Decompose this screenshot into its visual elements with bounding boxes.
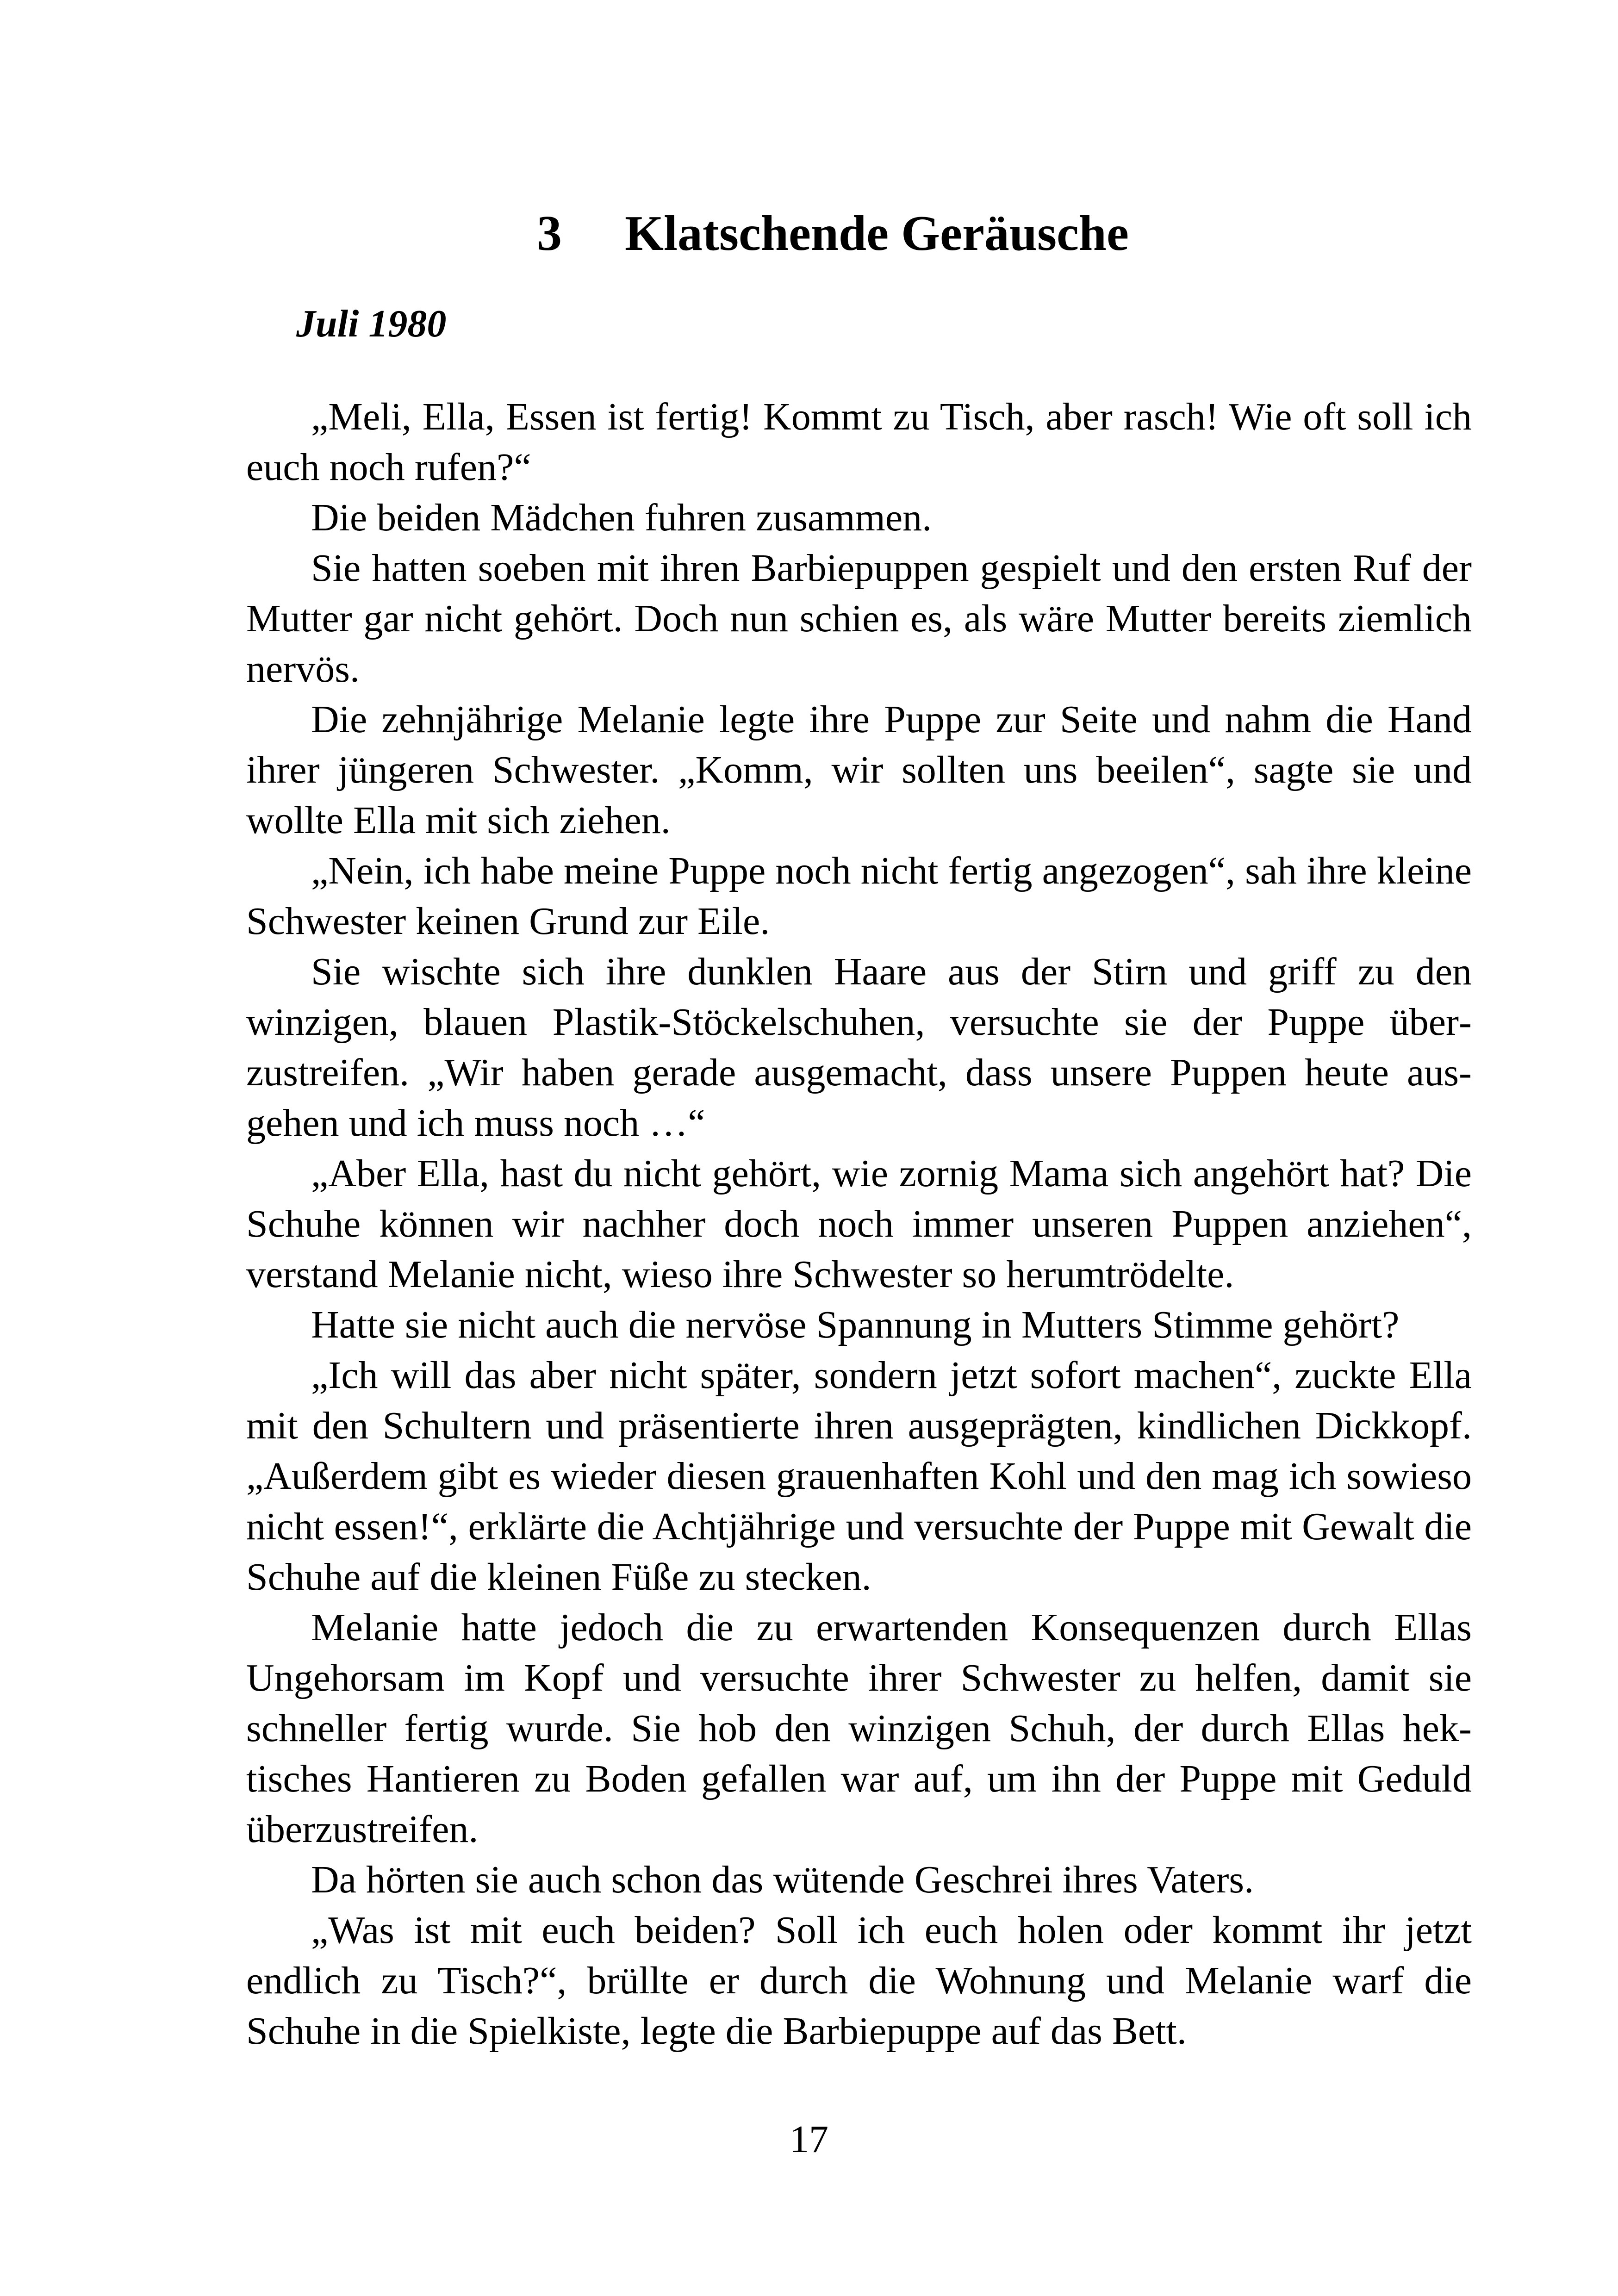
body-text (246, 392, 1472, 2056)
chapter-heading (537, 204, 1129, 264)
paragraph-9: „Ich will das aber nicht später, sondern jetzt sofort machen“, zuckte Ella mit den Schultern und präsentierte ihren ausgeprägten, kindlichen Dickkopf. „Außerdem gibt es wieder diesen grauenhaften Kohl und den mag ich sowieso nicht essen!“, erklärte die Achtjährige und versuchte der Puppe mit Gewalt die Schuhe auf die kleinen Füße zu stecken. (246, 1354, 1472, 1599)
paragraph-12: „Was ist mit euch beiden? Soll ich euch holen oder kommt ihr jetzt endlich zu Tisch?“, brüllte er durch die Wohnung und Melanie warf die Schuhe in die Spielkiste, legte die Barbiepuppe auf das Bett. (246, 1909, 1472, 2053)
paragraph-2: Die beiden Mädchen fuhren zusammen. (311, 496, 932, 539)
chapter-title: Klatschende Geräusche (625, 206, 1129, 261)
paragraph-6: Sie wischte sich ihre dunklen Haare aus der Stirn und griff zu den winzigen, blauen Plastik-Stöckelschuhen, versuchte sie der Puppe überzustreifen. „Wir haben gerade ausgemacht, dass unsere Puppen heute ausgehen und ich muss noch …“ (246, 950, 1472, 1145)
chapter-date: Juli 1980 (296, 302, 447, 345)
paragraph-5: „Nein, ich habe meine Puppe noch nicht fertig angezogen“, sah ihre kleine Schwester keinen Grund zur Eile. (246, 849, 1472, 943)
paragraph-3: Sie hatten soeben mit ihren Barbiepuppen gespielt und den ersten Ruf der Mutter gar nicht gehört. Doch nun schien es, als wäre Mutter bereits ziemlich nervös. (246, 547, 1472, 691)
paragraph-11: Da hörten sie auch schon das wütende Geschrei ihres Vaters. (311, 1858, 1254, 1901)
paragraph-7: „Aber Ella, hast du nicht gehört, wie zornig Mama sich angehört hat? Die Schuhe können wir nachher doch noch immer unseren Puppen anziehen“, verstand Melanie nicht, wieso ihre Schwester so herumtrödelte. (246, 1152, 1472, 1296)
paragraph-10: Melanie hatte jedoch die zu erwartenden Konsequenzen durch Ellas Ungehorsam im Kopf und versuchte ihrer Schwester zu helfen, damit sie schneller fertig wurde. Sie hob den winzigen Schuh, der durch Ellas hektisches Hantieren zu Boden gefallen war auf, um ihn der Puppe mit Geduld überzustreifen. (246, 1606, 1472, 1851)
chapter-number: 3 (537, 206, 562, 261)
paragraph-1: „Meli, Ella, Essen ist fertig! Kommt zu Tisch, aber rasch! Wie oft soll ich euch noch rufen?“ (246, 395, 1472, 489)
paragraph-4: Die zehnjährige Melanie legte ihre Puppe zur Seite und nahm die Hand ihrer jüngeren Schwester. „Komm, wir sollten uns beeilen“, sagte sie und wollte Ella mit sich ziehen. (246, 698, 1472, 842)
paragraph-8: Hatte sie nicht auch die nervöse Spannung in Mutters Stimme gehört? (311, 1303, 1400, 1346)
page-number: 17 (790, 2118, 828, 2161)
